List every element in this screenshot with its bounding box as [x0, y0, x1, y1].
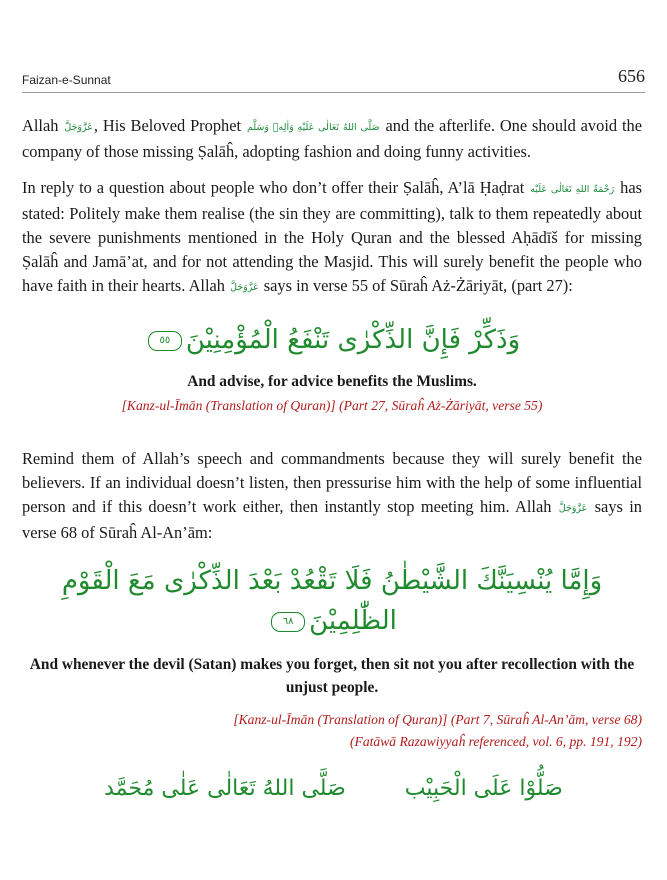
paragraph-text: says in verse 68 of Sūraĥ Al-An’ām: — [22, 497, 642, 542]
page-number: 656 — [618, 66, 645, 86]
honorific-allah: عَزَّوَجَلَّ — [64, 122, 93, 133]
book-title: Faizan-e-Sunnat — [22, 73, 111, 87]
quran-verse-55 — [22, 320, 642, 360]
paragraph-text: Allah — [22, 116, 64, 135]
honorific-allah: عَزَّوَجَلَّ — [230, 282, 259, 293]
arabic-verse-text: وَإِمَّا يُنْسِيَنَّكَ الشَّيْطٰنُ فَلَا تَقْعُدْ بَعْدَ الذِّكْرٰى مَعَ الْقَوْمِ الظّٰلِمِيْنَ — [61, 566, 603, 636]
verse-68-translation: And whenever the devil (Satan) makes you forget, then sit not you after recollection with the unjust people. — [29, 656, 635, 696]
salawat-line — [0, 776, 667, 801]
quran-verse-68 — [22, 561, 642, 641]
paragraph-1 — [22, 114, 642, 164]
ayah-number-marker: ٦٨ — [271, 612, 305, 632]
arabic-verse-text: وَذَكِّرْ فَإِنَّ الذِّكْرٰى تَنْفَعُ الْمُؤْمِنِيْنَ — [185, 325, 521, 355]
verse-68-reference: [Kanz-ul-Īmān (Translation of Quran)] (Part 7, Sūraĥ Al-An’ām, verse 68) — [233, 712, 642, 727]
honorific-ala-hadrat: رَحْمَةُ اللهِ تَعَالٰى عَلَيْه — [530, 184, 615, 195]
paragraph-text: has stated: Politely make them realise (the sin they are committing), talk to them repeatedly about the severe punishments mentioned in the Holy Quran and the blessed Aḥādīš for missing Ṣalāĥ and Jamā’at, and for not attending the Masjid. This will surely benefit the people who have faith in their hearts. Allah — [22, 178, 642, 295]
salawat-response: صَلَّى اللهُ تَعَالٰى عَلٰى مُحَمَّد — [104, 776, 346, 801]
paragraph-text: Remind them of Allah’s speech and commandments because they will surely benefit the believers. If an individual doesn’t listen, then pressurise him with the help of some influential person and if this doesn’t work either, then instantly stop meeting him. Allah — [22, 449, 642, 516]
paragraph-text: and the afterlife. One should avoid the company of those missing Ṣalāĥ, adopting fashion and doing funny activities. — [22, 116, 642, 161]
salawat-call: صَلُّوْا عَلَى الْحَبِيْب — [404, 776, 563, 801]
paragraph-text: , His Beloved Prophet — [93, 116, 246, 135]
page-content — [22, 100, 642, 753]
paragraph-3 — [22, 447, 642, 545]
honorific-prophet: صَلَّى اللهُ تَعَالٰى عَلَيْهِ وَاٰلِهٖ وَسَلَّم — [246, 122, 380, 133]
ayah-number-marker: ٥٥ — [148, 331, 182, 351]
paragraph-text: says in verse 55 of Sūraĥ Aż-Żāriyāt, (part 27): — [259, 276, 573, 295]
honorific-allah: عَزَّوَجَلَّ — [558, 503, 588, 514]
paragraph-2 — [22, 176, 642, 300]
fatawa-reference: (Fatāwā Razawiyyaĥ referenced, vol. 6, pp. 191, 192) — [350, 734, 642, 749]
paragraph-text: In reply to a question about people who don’t offer their Ṣalāĥ, A’lā Ḥaḍrat — [22, 178, 530, 197]
verse-55-reference: [Kanz-ul-Īmān (Translation of Quran)] (Part 27, Sūraĥ Aż-Żāriyāt, verse 55) — [121, 398, 543, 413]
verse-55-translation: And advise, for advice benefits the Muslims. — [187, 373, 477, 390]
page-header — [22, 62, 645, 93]
